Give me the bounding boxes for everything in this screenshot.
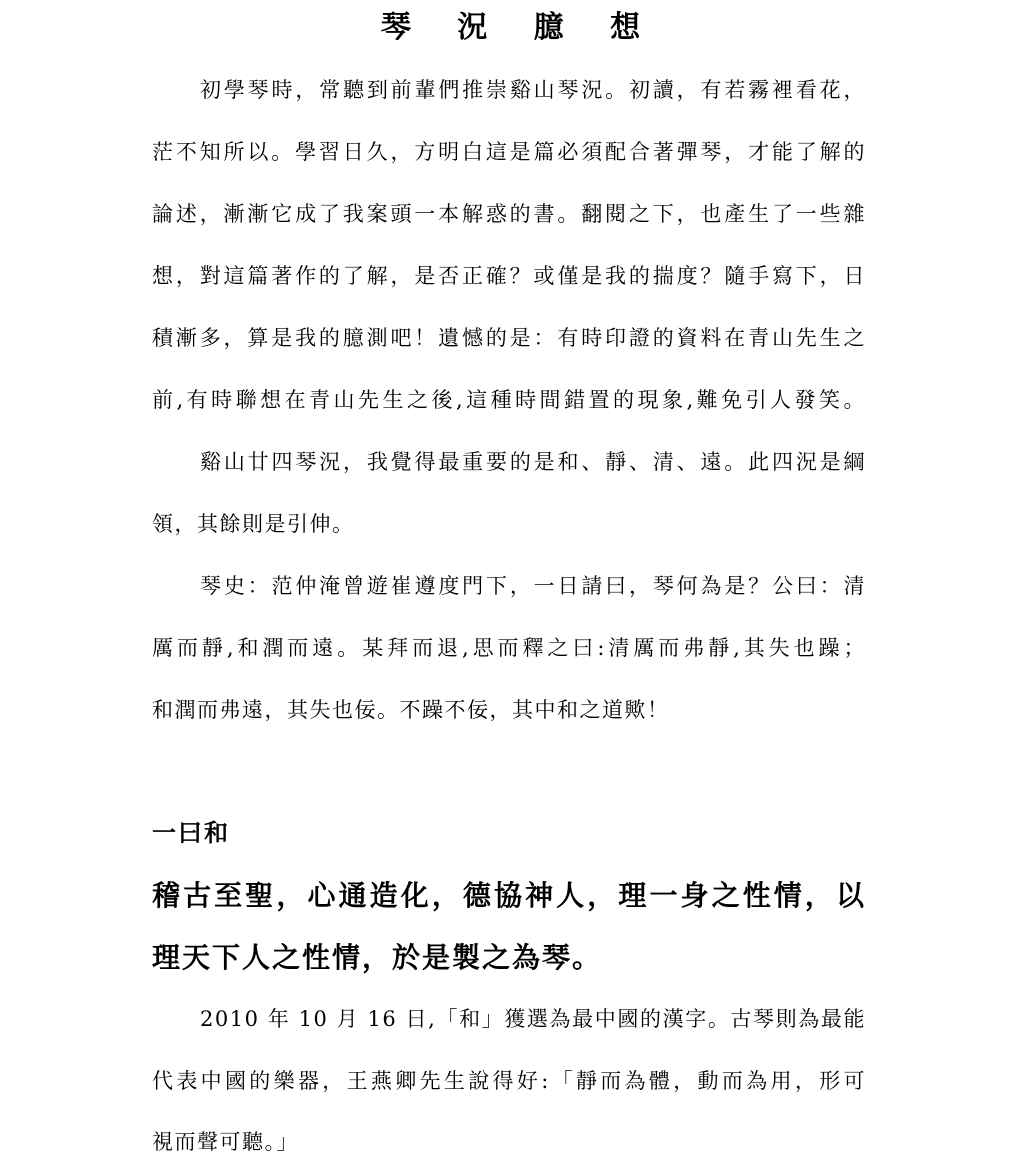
para3-line-1: 琴史：范仲淹曾遊崔遵度門下，一日請曰，琴何為是？公曰：清 xyxy=(200,574,866,598)
para4-line-1: 2010 年 10 月 16 日,「和」獲選為最中國的漢字。古琴則為最能 xyxy=(200,1007,866,1031)
quote-line-2: 理天下人之性情，於是製之為琴。 xyxy=(152,941,603,974)
para3-line-3: 和潤而弗遠，其失也佞。不躁不佞，其中和之道歟！ xyxy=(152,698,670,722)
document-title: 琴 況 臆 想 xyxy=(380,10,659,45)
intro-line-1: 初學琴時，常聽到前輩們推崇谿山琴況。初讀，有若霧裡看花， xyxy=(200,78,866,102)
intro-line-3: 論述，漸漸它成了我案頭一本解惑的書。翻閱之下，也產生了一些雜 xyxy=(152,202,866,226)
para4-line-2: 代表中國的樂器，王燕卿先生說得好:「靜而為體，動而為用，形可 xyxy=(152,1069,866,1093)
para2-line-1: 谿山廿四琴況，我覺得最重要的是和、靜、清、遠。此四況是綱 xyxy=(200,450,866,474)
intro-line-2: 茫不知所以。學習日久，方明白這是篇必須配合著彈琴，才能了解的 xyxy=(152,140,866,164)
para4-line-3: 視而聲可聽。」 xyxy=(152,1130,299,1154)
para3-line-2: 厲而靜,和潤而遠。某拜而退,思而釋之曰:清厲而弗靜,其失也躁； xyxy=(152,636,866,660)
intro-line-4: 想，對這篇著作的了解，是否正確？或僅是我的揣度？隨手寫下，日 xyxy=(152,264,866,288)
section-heading: 一曰和 xyxy=(152,818,230,847)
intro-line-6: 前,有時聯想在青山先生之後,這種時間錯置的現象,難免引人發笑。 xyxy=(152,388,866,412)
intro-line-5: 積漸多，算是我的臆測吧！遺憾的是：有時印證的資料在青山先生之 xyxy=(152,326,866,350)
quote-line-1: 稽古至聖，心通造化，德協神人，理一身之性情，以 xyxy=(152,879,866,912)
para2-line-2: 領，其餘則是引伸。 xyxy=(152,512,355,536)
